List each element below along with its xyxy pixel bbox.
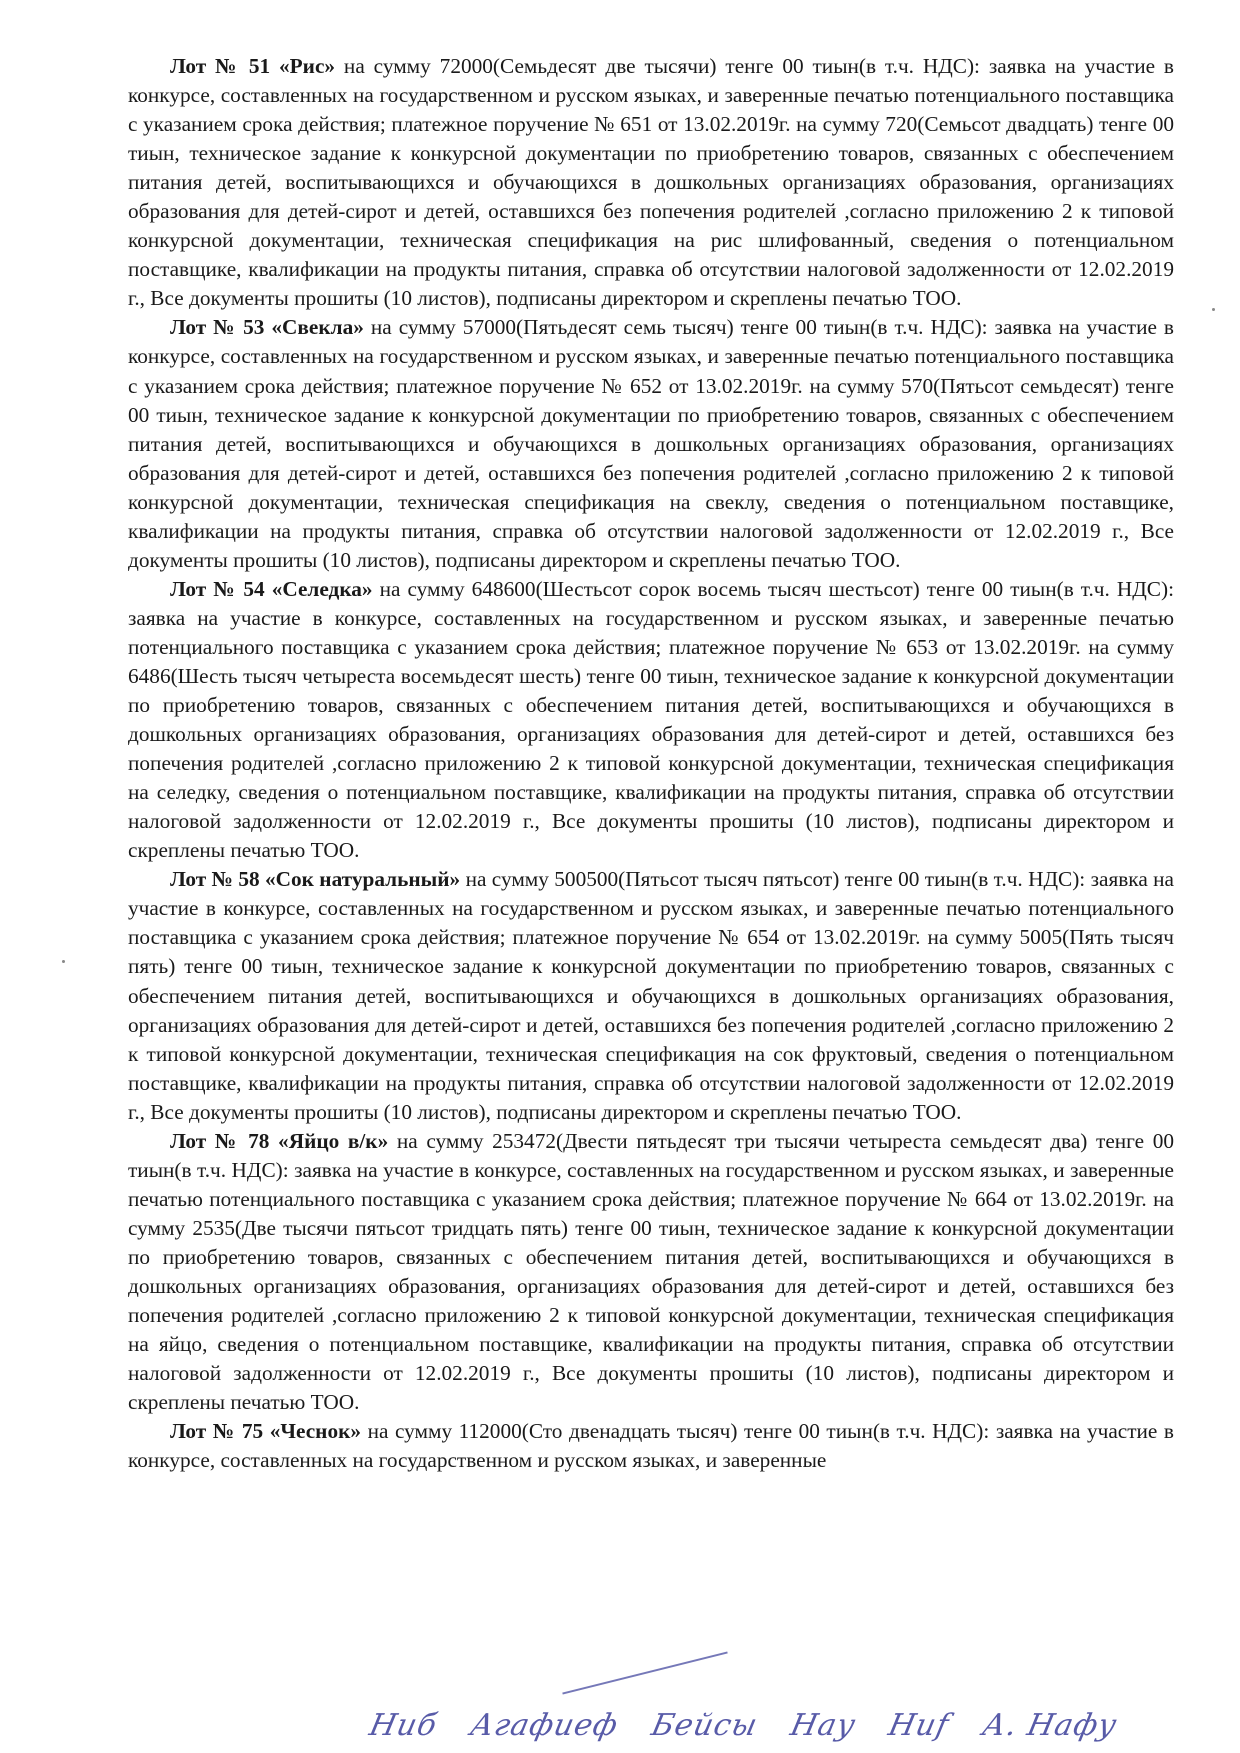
signature-2: Агафиеф [467,1707,622,1743]
lot-heading: Лот № 54 «Селедка» [170,576,373,601]
lot-body: на сумму 72000(Семьдесят две тысячи) тенге 00 тиын(в т.ч. НДС): заявка на участие в конкурсе, составленных на государственном и русском языках, и заверенные печатью потенциального поставщика с указанием срока действия; платежное поручение № 651 от 13.02.2019г. на сумму 720(Семьсот двадцать) тенге 00 тиын, техническое задание к конкурсной документации по приобретению товаров, связанных с обеспечением питания детей, воспитывающихся и обучающихся в дошкольных организациях образования, организациях образования для детей-сирот и детей, оставшихся без попечения родителей ,согласно приложению 2 к типовой конкурсной документации, техническая спецификация на рис шлифованный, сведения о потенциальном поставщике, квалификации на продукты питания, справка об отсутствии налоговой задолженности от 12.02.2019 г., Все документы прошиты (10 листов), подписаны директором и скреплены печатью ТОО. [128,54,1174,311]
signature-row [366,1700,1190,1750]
signature-stroke [562,1651,727,1694]
signature-3: Бейсы [647,1707,761,1743]
lot-paragraph-53 [128,313,1174,574]
lot-heading: Лот № 78 «Яйцо в/к» [170,1128,389,1153]
lot-body: на сумму 253472(Двести пятьдесят три тысячи четыреста семьдесят два) тенге 00 тиын(в т.ч. НДС): заявка на участие в конкурсе, составленных на государственном и русском языках, и заверенные печатью потенциального поставщика с указанием срока действия; платежное поручение № 664 от 13.02.2019г. на сумму 2535(Две тысячи пятьсот тридцать пять) тенге 00 тиын, техническое задание к конкурсной документации по приобретению товаров, связанных с обеспечением питания детей, воспитывающихся и обучающихся в дошкольных организациях образования, организациях образования для детей-сирот и детей, оставшихся без попечения родителей ,согласно приложению 2 к типовой конкурсной документации, техническая спецификация на яйцо, сведения о потенциальном поставщике, квалификации на продукты питания, справка об отсутствии налоговой задолженности от 12.02.2019 г., Все документы прошиты (10 листов), подписаны директором и скреплены печатью ТОО. [128,1128,1175,1415]
lot-body: на сумму 500500(Пятьсот тысяч пятьсот) тенге 00 тиын(в т.ч. НДС): заявка на участие в конкурсе, составленных на государственном и русском языках, и заверенные печатью потенциального поставщика с указанием срока действия; платежное поручение № 654 от 13.02.2019г. на сумму 5005(Пять тысяч пять) тенге 00 тиын, техническое задание к конкурсной документации по приобретению товаров, связанных с обеспечением питания детей, воспитывающихся и обучающихся в дошкольных организациях образования, организациях образования для детей-сирот и детей, оставшихся без попечения родителей ,согласно приложению 2 к типовой конкурсной документации, техническая спецификация на сок фруктовый, сведения о потенциальном поставщике, квалификации на продукты питания, справка об отсутствии налоговой задолженности от 12.02.2019 г., Все документы прошиты (10 листов), подписаны директором и скреплены печатью ТОО. [128,867,1174,1124]
lot-heading: Лот № 53 «Свекла» [170,315,364,340]
lot-body: на сумму 648600(Шестьсот сорок восемь тысяч шестьсот) тенге 00 тиын(в т.ч. НДС): заявка на участие в конкурсе, составленных на государственном и русском языках, и заверенные печатью потенциального поставщика с указанием срока действия; платежное поручение № 653 от 13.02.2019г. на сумму 6486(Шесть тысяч четыреста восемьдесят шесть) тенге 00 тиын, техническое задание к конкурсной документации по приобретению товаров, связанных с обеспечением питания детей, воспитывающихся и обучающихся в дошкольных организациях образования, организациях образования для детей-сирот и детей, оставшихся без попечения родителей ,согласно приложению 2 к типовой конкурсной документации, техническая спецификация на селедку, сведения о потенциальном поставщике, квалификации на продукты питания, справка об отсутствии налоговой задолженности от 12.02.2019 г., Все документы прошиты (10 листов), подписаны директором и скреплены печатью ТОО. [128,576,1175,863]
lot-paragraph-54 [128,575,1174,865]
signature-4: Нау [787,1707,860,1743]
lot-paragraph-51 [128,52,1174,313]
lot-paragraph-75 [128,1417,1174,1475]
signature-1: Ниб [366,1707,441,1743]
document-page [128,52,1174,1475]
lot-body: на сумму 57000(Пятьдесят семь тысяч) тенге 00 тиын(в т.ч. НДС): заявка на участие в конкурсе, составленных на государственном и русском языках, и заверенные печатью потенциального поставщика с указанием срока действия; платежное поручение № 652 от 13.02.2019г. на сумму 570(Пятьсот семьдесят) тенге 00 тиын, техническое задание к конкурсной документации по приобретению товаров, связанных с обеспечением питания детей, воспитывающихся и обучающихся в дошкольных организациях образования, организациях образования для детей-сирот и детей, оставшихся без попечения родителей ,согласно приложению 2 к типовой конкурсной документации, техническая спецификация на свеклу, сведения о потенциальном поставщике, квалификации на продукты питания, справка об отсутствии налоговой задолженности от 12.02.2019 г., Все документы прошиты (10 листов), подписаны директором и скреплены печатью ТОО. [128,315,1174,572]
signature-6: А. Нафу [979,1707,1121,1743]
scan-speck [1212,308,1215,311]
lot-heading: Лот № 51 «Рис» [170,54,336,78]
lot-heading: Лот № 75 «Чеснок» [170,1419,362,1444]
lot-body: на сумму 112000(Сто двенадцать тысяч) тенге 00 тиын(в т.ч. НДС): заявка на участие в конкурсе, составленных на государственном и русском языках, и заверенные [128,1419,1174,1473]
signature-5: Ниf [885,1707,953,1743]
lot-heading: Лот № 58 «Сок натуральный» [170,867,461,892]
lot-paragraph-58 [128,865,1174,1126]
lot-paragraph-78 [128,1127,1174,1417]
scan-speck [62,960,65,963]
